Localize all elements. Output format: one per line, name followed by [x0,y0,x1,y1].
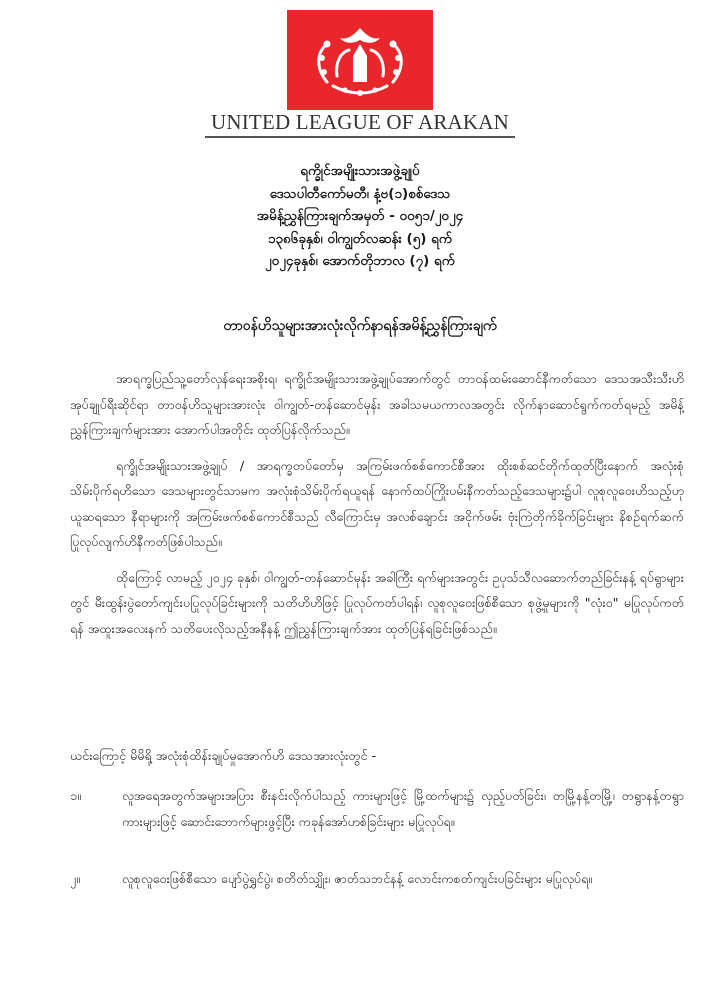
document-title: တာဝန်ဟိသူများအားလုံးလိုက်နာရန်အမိန့်ညွှန်ကြားချက် [223,318,497,334]
list-item-text: လူစုလူဝေးဖြစ်စီသော ပျော်ပွဲရွှင်ပွဲ၊ စတိတ်သျှိုး၊ ဇာတ်သဘင်နန့် လောင်းကစတ်ကျင်းပခြင်းများ မပြုလုပ်ရ။ [122,871,593,886]
header-line-org: ရက္ခိုင်အမျိုးသားအဖွဲ့ချုပ် [300,163,420,179]
header-line-date-gregorian: ၂၀၂၄ခုနှစ်၊ အောက်တိုဘာလ (၇) ရက် [264,253,456,269]
list-item-number: ၁။ [70,788,81,803]
crown-emblem-icon [287,10,433,110]
list-item-number: ၂။ [70,871,80,886]
organization-logo [287,10,433,110]
header-line-order-number: အမိန့်ညွှန်ကြားချက်အမှတ် - ၀၀၅၁/၂၀၂၄ [256,208,464,224]
list-item-text: လူအရေအတွက်အများအပြား စီးနင်းလိုက်ပါသည့် ကားများဖြင့် မြို့ထက်များ၌ လှည့်ပတ်ခြင်း၊ တမြို့နန့်တမြို့၊ တရွာနန့်တရွာ ကားများဖြင့် ဆောင်းဘောက်များဖွင့်ပြီး ကခုန်အော်ဟစ်ခြင်းများ မပြုလုပ်ရ။ [122,788,684,829]
document-header [0,160,720,273]
header-line-committee: ဒေသပါတီကော်မတီ၊ နံ့ဗ(၁)စစ်ဒေသ [269,185,451,202]
paragraph-3: ထိုကြောင့် လာမည့် ၂၀၂၄ ခုနှစ်၊ ဝါကျွတ်-တန်ဆောင်မုန်း အခါကြီး ရက်များအတွင်း ဥပုသ်သီလဆောက်တည်ခြင်းနန့် ရပ်ရွာများတွင် မီးထွန်းပွဲတော်ကျင်းပပြုလုပ်ခြင်းများကို သတိဟိဟိဖြင့် ပြုလုပ်ကတ်ပါရန်၊ လူစုလူဝေးဖြစ်စီသော စုဖွဲ့မှုများကို "လုံး၀" မပြုလုပ်ကတ်ရန် အထူးအလေးနက် သတိပေးလိုသည့်အနီနန့် ဤညွှန်ကြားချက်အား ထုတ်ပြန်ရခြင်းဖြစ်သည်။ [70,569,684,636]
document-body [70,366,684,651]
list-lead-in: ယင်းကြောင့် မိမိရို့ အလုံးစုံထိန်းချုပ်မှုအောက်ဟိ ဒေသအားလုံးတွင် - [70,748,377,763]
header-divider [205,136,515,138]
header-line-date-local: ၁၃၈၆ခုနှစ်၊ ဝါကျွတ်လဆန်း (၅) ရက် [267,230,453,247]
paragraph-1: အာရက္ခပြည်သူ့တော်လှန်ရေးအစိုးရ၊ ရက္ခိုင်အမျိုးသားအဖွဲ့ချုပ်အောက်တွင် တာဝန်ထမ်းဆောင်နီကတ်သော ဒေသအသီးသီးဟိ အုပ်ချုပ်ရီးဆိုင်ရာ တာဝန်ဟိသူများအားလုံး ဝါကျွတ်-တန်ဆောင်မုန်း အခါသမယကာလအတွင်း လိုက်နာဆောင်ရွက်ကတ်ရမည့် အမိန့်ညွှန်ကြားချက်များအား အောက်ပါအတိုင်း ထုတ်ပြန်လိုက်သည်။ [70,371,684,437]
paragraph-2: ရက္ခိုင်အမျိုးသားအဖွဲ့ချုပ် / အာရက္ခတပ်တော်မှ အကြမ်းဖက်စစ်ကောင်စီအား ထိုးစစ်ဆင်တိုက်ထုတ်ပြီးနောက် အလုံးစုံသိမ်းပိုက်ရဟိသော ဒေသများတွင်သာမက အလုံးစုံသိမ်းပိုက်ရယူရန် နောက်ထပ်ကြိုးပမ်းနီကတ်သည့်ဒေသများ၌ပါ လူစုလူဝေးဟိသည့်ဟုယူဆရသော နီရာများကို အကြမ်းဖက်စစ်ကောင်စီသည် လီကြောင်းမှ အလစ်ချောင်း အငိုက်ဖမ်း ဗုံးကြဲတိုက်ခိုက်ခြင်းများ နိစဉ်ရက်ဆက်ပြုလုပ်လျက်ဟိနီကတ်ဖြစ်ပါသည်။ [70,457,684,549]
organization-name: UNITED LEAGUE OF ARAKAN [211,110,509,134]
